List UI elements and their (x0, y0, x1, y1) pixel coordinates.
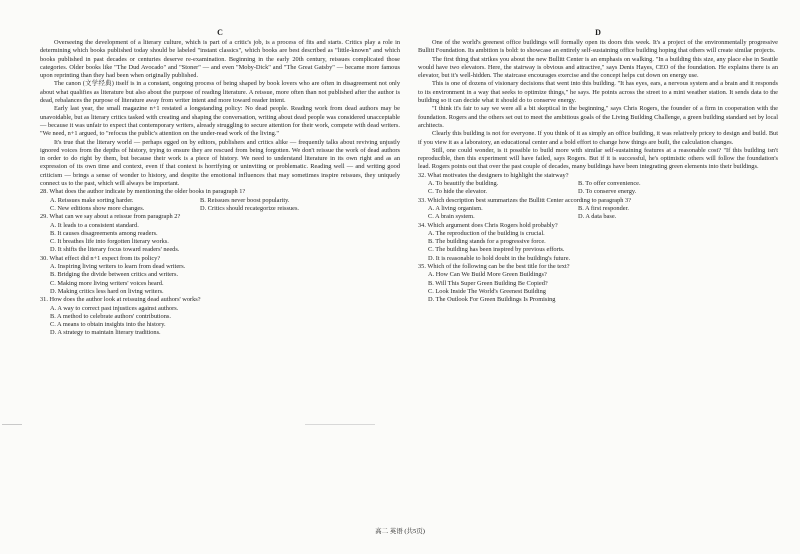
answer-option: D. It shifts the literary focus toward readers' needs. (50, 246, 180, 254)
question (40, 188, 400, 213)
answer-option: D. A strategy to maintain literary traditions. (50, 329, 161, 337)
passage-d-paragraphs (418, 39, 778, 172)
passage-c-questions (40, 188, 400, 337)
passage-d-questions (418, 172, 778, 305)
answer-option: C. Making more living writers' voices heard. (50, 279, 164, 287)
option-row (428, 188, 778, 196)
question-stem: 28. What does the author indicate by mentioning the older books in paragraph 1? (40, 188, 246, 196)
answer-option: A. To beautify the building. (428, 180, 499, 188)
paragraph: It's true that the literary world — perhaps egged on by editors, publishers and critics alike — frequently talks about reviving unjustly ignored voices from the depths of history, trying to ensure they are rescued from being forgotten. We don't reissue the work of dead authors in order to do right by them, but because their work is a piece of history. We need to understand literature in its own right and as an expression of its own time and context, even if that context is horrifying or uninviting or problematic. Reading well — and writing good criticism — brings a sense of wonder to history, and despite the emotional influences that may sometimes inspire reissues, they uniquely connect us to the past, which will always be important. (40, 138, 400, 188)
answer-option: B. Will This Super Green Building Be Copied? (428, 279, 548, 287)
question-stem: 33. Which description best summarizes the Bullitt Center according to paragraph 3? (418, 196, 632, 204)
question (418, 263, 778, 304)
answer-option: C. It breathes life into forgotten literary works. (50, 238, 169, 246)
answer-option: B. A first responder. (578, 204, 629, 212)
paragraph: Early last year, the small magazine n+1 restated a longstanding policy: No dead people. Reading work from dead authors may be unavoidable, but as literary critics tasked with creating and shaping the conversation, writing about dead people was considered unacceptable — because it was unfair to expect that contemporary writers, already struggling to secure attention for their work, compete with dead writers. "We need, n+1 argued, to "refocus the public's attention on the under-read work of the living." (40, 105, 400, 138)
passage-c-label: C (217, 28, 223, 37)
answer-option: A. A living organism. (428, 204, 483, 212)
paragraph: The canon (文学经典) itself is in a constant, ongoing process of being shaped by book lovers who are often in disagreement not only about what qualifies as literature but also about the purpose of reading literature. A reissue, more often than not published after the author is dead, rebalances the purpose of literature away from writer intent and more toward reader intent. (40, 80, 400, 105)
question (40, 255, 400, 296)
scan-mark-middle (305, 424, 375, 425)
option-row (428, 205, 778, 213)
answer-option: B. Bridging the divide between critics and writers. (50, 271, 179, 279)
question-stem: 35. Which of the following can be the best title for the text? (418, 263, 570, 271)
answer-option: D. The Outlook For Green Buildings Is Promising (428, 296, 556, 304)
option-row (428, 180, 778, 188)
answer-option: C. To hide the elevator. (428, 188, 487, 196)
answer-option: C. The building has been inspired by previous efforts. (428, 246, 565, 254)
page-footer: 高二 英语 (共5页) (375, 528, 425, 535)
answer-option: C. Look Inside The World's Greenest Building (428, 287, 546, 295)
answer-option: B. The building stands for a progressive force. (428, 238, 546, 246)
paragraph: Overseeing the development of a literary culture, which is part of a critic's job, is a process of fits and starts. Critics play a role in determining which books published today should be labeled "instant classics", which books are best described as "little-known" and which books published in past decades or centuries deserve re-examination. Beginning in the early 20th century, reissues complicated those categories. Older books like "The Dud Avocado" and "Stoner" — and even "Moby-Dick" and "The Great Gatsby" — became more famous upon reprinting than they had been when originally published. (40, 39, 400, 80)
paragraph: The first thing that strikes you about the new Bullitt Center is an emphasis on walking. "In a building this size, any place else in Seattle would have two elevators. Here, the stairway is obvious and attractive," says Denis Hayes, CEO of the foundation. He explains there is an elevator, but it's well-hidden. The staircase encourages exercise and the concept helps cut down on energy use. (418, 55, 778, 80)
passage-c-column (40, 28, 400, 338)
answer-option: C. A brain system. (428, 213, 475, 221)
question (418, 172, 778, 197)
answer-option: A. Reissues make sorting harder. (50, 196, 134, 204)
passage-c-paragraphs (40, 39, 400, 188)
answer-option: D. It is reasonable to hold doubt in the building's future. (428, 254, 571, 262)
paragraph: Clearly this building is not for everyone. If you think of it as simply an office building, it was relatively pricey to design and build. But if you view it as a laboratory, an educational center and a bold effort to change how things are built, the calculation changes. (418, 130, 778, 146)
answer-option: D. A data base. (578, 213, 617, 221)
question (40, 213, 400, 254)
question-stem: 30. What effect did n+1 expect from its policy? (40, 254, 161, 262)
question-stem: 34. Which argument does Chris Rogers hold probably? (418, 221, 558, 229)
answer-option: D. To conserve energy. (578, 188, 637, 196)
paragraph: This is one of dozens of visionary decisions that went into this building. "It has eyes, ears, a nervous system and a brain and it responds to its environment in a way that seeks to optimize things," he says. He points across the street to a mini weather station. It sends data to the building so it can decide what it should do to conserve energy. (418, 80, 778, 105)
answer-option: B. A method to celebrate authors' contributions. (50, 312, 171, 320)
paragraph: One of the world's greenest office buildings will formally open its doors this week. It's a project of the environmentally progressive Bullitt Foundation. Its ambition is bold: to showcase an entirely self-sustaining office building hoping that others will create similar projects. (418, 39, 778, 55)
question (418, 222, 778, 263)
paragraph: "I think it's fair to say we were all a bit skeptical in the beginning," says Chris Rogers, the founder of a firm in cooperation with the foundation. Rogers and the others set out to meet the ambitious goals of the Living Building Challenge, a green building standard set by local architects. (418, 105, 778, 129)
answer-option: B. Reissues never boost popularity. (200, 196, 290, 204)
question (40, 296, 400, 337)
answer-option: B. It causes disagreements among readers. (50, 229, 158, 237)
question-stem: 29. What can we say about a reissue from paragraph 2? (40, 213, 181, 221)
answer-option: A. How Can We Build More Green Buildings? (428, 271, 547, 279)
answer-option: A. Inspiring living writers to learn from dead writers. (50, 263, 186, 271)
scan-mark-left (2, 424, 22, 425)
answer-option: C. A means to obtain insights into the history. (50, 321, 166, 329)
option-row (50, 197, 400, 205)
question-stem: 32. What motivates the designers to highlight the stairway? (418, 171, 569, 179)
answer-option: C. New editions show more changes. (50, 204, 145, 212)
question-stem: 31. How does the author look at reissuing dead authors' works? (40, 296, 201, 304)
option-row (50, 205, 400, 213)
question (418, 197, 778, 222)
answer-option: A. The reproduction of the building is crucial. (428, 229, 545, 237)
answer-option: B. To offer convenience. (578, 180, 641, 188)
option-row (428, 213, 778, 221)
answer-option: A. It leads to a consistent standard. (50, 221, 139, 229)
answer-option: D. Making critics less hard on living writers. (50, 287, 164, 295)
answer-option: A. A way to correct past injustices against authors. (50, 304, 179, 312)
paragraph: Still, one could wonder, is it possible to build more with similar self-sustaining features at a reasonable cost? "If this building isn't reproducible, then this experiment will have failed, says Rogers. But if it is successful, he's optimistic others will follow the foundation's lead. Rogers points out that over the past couple of decades, many buildings have been integrating green elements into their buildings. (418, 146, 778, 171)
answer-option: D. Critics should recategorize reissues. (200, 204, 300, 212)
passage-d-label: D (595, 28, 601, 37)
passage-d-column (418, 28, 778, 305)
